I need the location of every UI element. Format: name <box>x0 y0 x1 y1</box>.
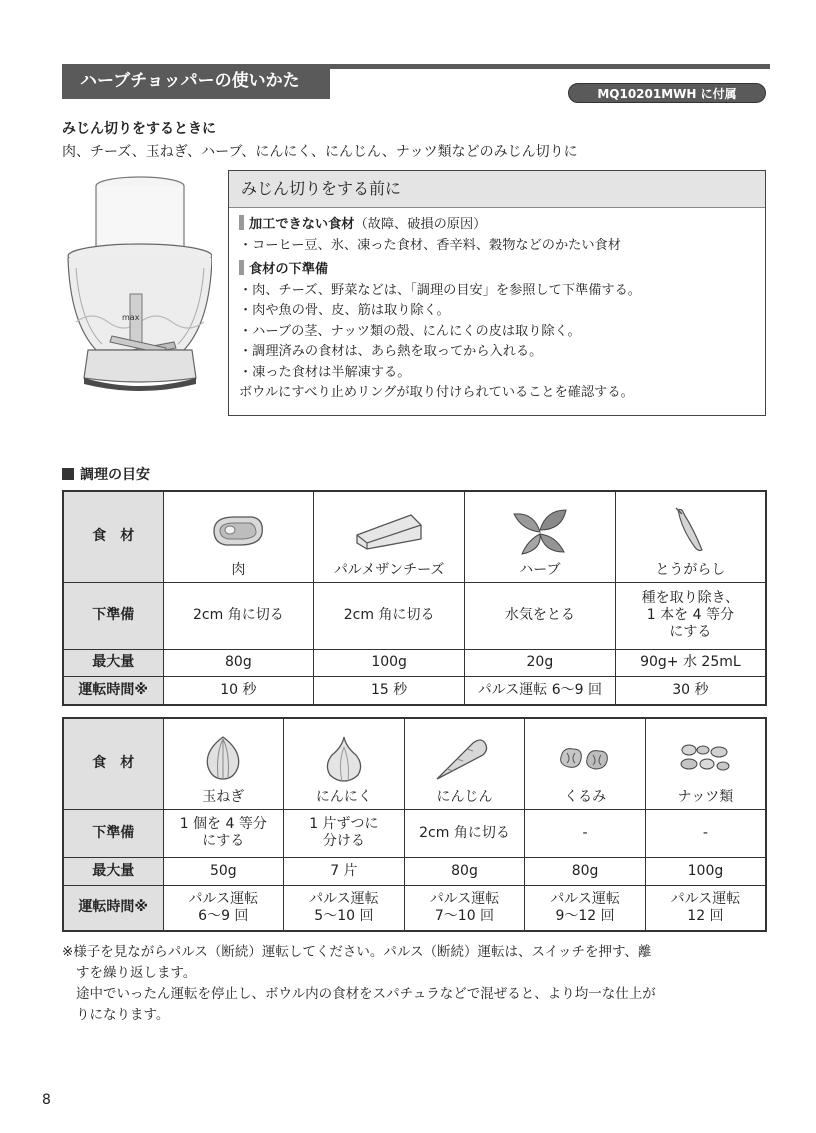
ingredient-cell <box>163 718 284 809</box>
ingredient-cell <box>615 491 766 582</box>
nuts-icon <box>675 740 735 776</box>
time-cell: 15 秒 <box>314 676 465 705</box>
ingredient-cell <box>645 718 766 809</box>
time-row <box>63 885 766 931</box>
prep-cell: 2cm 角に切る <box>404 809 525 857</box>
row-label-time: 運転時間※ <box>63 676 163 705</box>
no-process-item: ・コーヒー豆、氷、凍った食材、香辛料、穀物などのかたい食材 <box>239 237 621 253</box>
max-cell: 100g <box>645 857 766 885</box>
prep-row <box>63 809 766 857</box>
onion-icon <box>198 733 248 783</box>
model-badge: MQ10201MWH に付属 <box>568 83 766 103</box>
max-cell: 50g <box>163 857 284 885</box>
prep-cell: 1 個を 4 等分 にする <box>163 809 284 857</box>
footnote <box>62 942 772 1026</box>
prep-cell: 2cm 角に切る <box>163 582 314 649</box>
ingredient-name: パルメザンチーズ <box>333 562 445 579</box>
prep-cell: 1 片ずつに 分ける <box>284 809 405 857</box>
max-cell: 100g <box>314 649 465 676</box>
herb-icon <box>500 506 580 556</box>
row-label-ingredient: 食 材 <box>63 491 163 582</box>
prep-item: ・凍った食材は半解凍する。 <box>239 364 411 380</box>
ingredient-cell <box>404 718 525 809</box>
row-label-ingredient: 食 材 <box>63 718 163 809</box>
max-row <box>63 857 766 885</box>
max-cell: 80g <box>163 649 314 676</box>
ingredient-name: 肉 <box>231 562 246 579</box>
ingredient-cell <box>284 718 405 809</box>
footnote-line: 途中でいったん運転を停止し、ボウル内の食材をスパチュラなどで混ぜると、より均一な仕上が <box>76 986 656 1002</box>
square-bullet-icon <box>62 468 74 480</box>
ingredient-name: とうがらし <box>655 562 726 579</box>
cheese-icon <box>349 509 429 553</box>
time-row <box>63 676 766 705</box>
ingredient-cell <box>314 491 465 582</box>
max-cell: 7 片 <box>284 857 405 885</box>
prep-item: ・調理済みの食材は、あら熱を取ってから入れる。 <box>239 344 543 359</box>
ingredient-cell <box>525 718 646 809</box>
time-cell: 30 秒 <box>615 676 766 705</box>
confirm-text: ボウルにすべり止めリングが取り付けられていることを確認する。 <box>239 385 634 400</box>
time-cell: 10 秒 <box>163 676 314 705</box>
carrot-icon <box>429 733 499 783</box>
section-marker <box>239 215 244 230</box>
ingredient-name: にんにく <box>315 789 372 806</box>
row-label-time: 運転時間※ <box>63 885 163 931</box>
before-box-title: みじん切りをする前に <box>229 171 765 208</box>
ingredient-name: にんじん <box>436 789 493 806</box>
footnote-line: すを繰り返します。 <box>76 965 197 981</box>
intro-heading: みじん切りをするときに <box>62 121 216 137</box>
intro-text: 肉、チーズ、玉ねぎ、ハーブ、にんにく、にんじん、ナッツ類などのみじん切りに <box>62 144 578 160</box>
prep-cell: 種を取り除き、 1 本を 4 等分 にする <box>615 582 766 649</box>
chili-icon <box>670 506 710 556</box>
ingredient-cell <box>465 491 616 582</box>
prep-item: ・肉や魚の骨、皮、筋は取り除く。 <box>239 303 450 318</box>
cooking-guide-table-2 <box>62 717 767 932</box>
ingredient-name: 玉ねぎ <box>202 789 245 806</box>
row-label-max: 最大量 <box>63 649 163 676</box>
walnut-icon <box>555 743 615 773</box>
page-title: ハーブチョッパーの使いかた <box>62 64 330 99</box>
max-cell: 20g <box>465 649 616 676</box>
time-cell: パルス運転 9～12 回 <box>525 885 646 931</box>
ingredient-cell <box>163 491 314 582</box>
prep-item: ・ハーブの茎、ナッツ類の殻、にんにくの皮は取り除く。 <box>239 323 581 339</box>
before-box-body <box>239 215 641 404</box>
prep-item: ・肉、チーズ、野菜などは、「調理の目安」を参照して下準備する。 <box>239 282 641 298</box>
no-process-heading: 加工できない食材 <box>249 217 355 232</box>
ingredient-row <box>63 718 766 809</box>
cooking-guide-heading <box>62 464 150 484</box>
row-label-prep: 下準備 <box>63 809 163 857</box>
max-cell: 80g <box>525 857 646 885</box>
cooking-guide-table-1 <box>62 490 767 706</box>
prep-cell: 水気をとる <box>465 582 616 649</box>
cooking-guide-title: 調理の目安 <box>80 467 150 483</box>
time-cell: パルス運転 12 回 <box>645 885 766 931</box>
prep-heading-line <box>239 260 641 281</box>
prep-cell: - <box>645 809 766 857</box>
max-cell: 80g <box>404 857 525 885</box>
time-cell: パルス運転 5～10 回 <box>284 885 405 931</box>
no-process-note: （故障、破損の原因） <box>354 217 487 232</box>
meat-icon <box>208 511 268 551</box>
ingredient-name: ナッツ類 <box>677 789 734 806</box>
max-row <box>63 649 766 676</box>
prep-cell: - <box>525 809 646 857</box>
prep-row <box>63 582 766 649</box>
no-process-heading-line <box>239 215 641 236</box>
max-line-label: max <box>122 313 140 322</box>
garlic-icon <box>322 733 366 783</box>
ingredient-row <box>63 491 766 582</box>
ingredient-name: くるみ <box>564 789 607 806</box>
time-cell: パルス運転 6～9 回 <box>163 885 284 931</box>
time-cell: パルス運転 6～9 回 <box>465 676 616 705</box>
prep-heading: 食材の下準備 <box>249 262 329 277</box>
row-label-max: 最大量 <box>63 857 163 885</box>
prep-cell: 2cm 角に切る <box>314 582 465 649</box>
before-chopping-box <box>228 170 766 416</box>
page-number: 8 <box>42 1092 51 1108</box>
herb-chopper-illustration <box>62 172 212 394</box>
time-cell: パルス運転 7～10 回 <box>404 885 525 931</box>
footnote-line: りになります。 <box>76 1007 170 1023</box>
ingredient-name: ハーブ <box>519 562 561 579</box>
footnote-line: ※様子を見ながらパルス（断続）運転してください。パルス（断続）運転は、スイッチを押す、離 <box>62 944 652 960</box>
max-cell: 90g+ 水 25mL <box>615 649 766 676</box>
section-marker <box>239 260 244 275</box>
row-label-prep: 下準備 <box>63 582 163 649</box>
title-rule <box>300 64 770 69</box>
